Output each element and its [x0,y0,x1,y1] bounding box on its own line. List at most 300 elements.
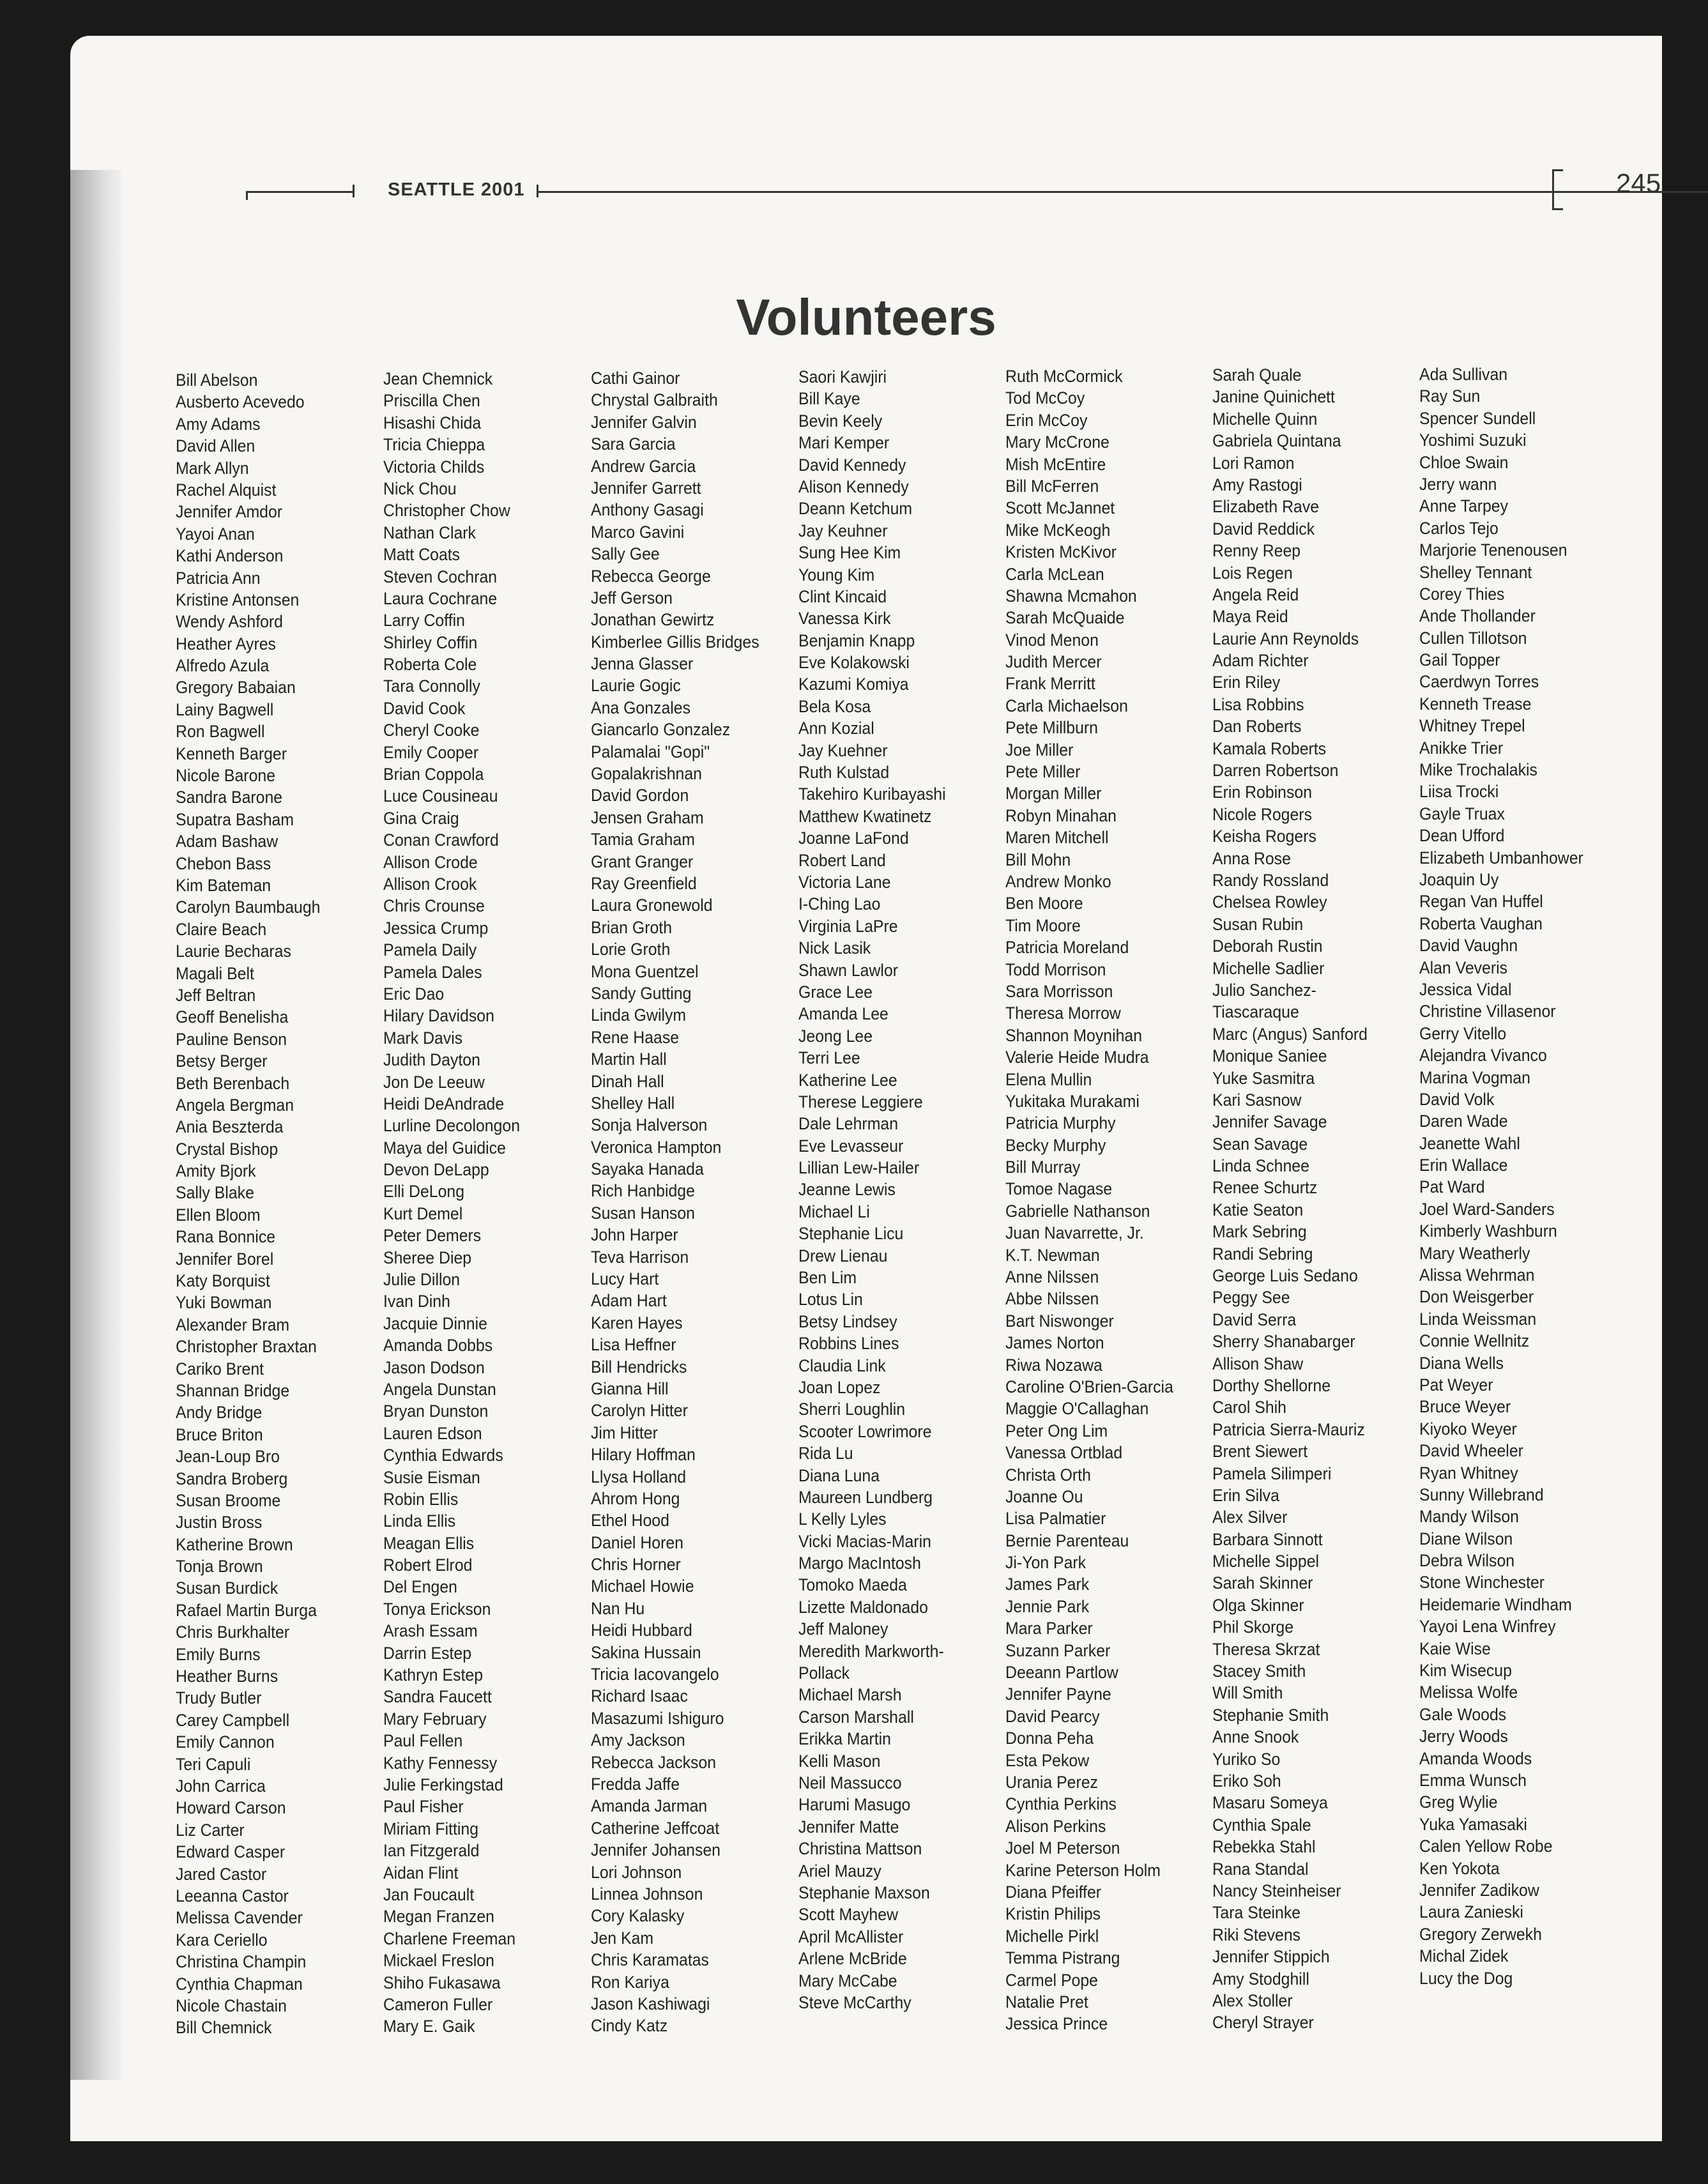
volunteer-name: Vinod Menon [1005,630,1099,650]
volunteer-name: Bill Kaye [798,389,860,409]
volunteer-name: Cariko Brent [176,1359,264,1378]
volunteer-name: Amy Jackson [591,1730,685,1750]
volunteer-name: Leeanna Castor [176,1886,289,1905]
volunteer-name: Cynthia Edwards [383,1446,503,1465]
volunteer-name: Jennifer Zadikow [1419,1880,1539,1900]
volunteer-name: Magali Belt [176,963,254,983]
volunteer-name: Ariel Mauzy [798,1861,881,1881]
volunteer-name: Regan Van Huffel [1419,892,1543,912]
volunteer-name: Deeann Partlow [1005,1663,1118,1683]
volunteer-name: Bruce Weyer [1419,1397,1511,1417]
volunteer-name: Alison Kennedy [798,477,909,496]
volunteer-name: Pamela Dales [383,962,482,982]
name-column-6 [1212,364,1400,2034]
volunteer-name: Cynthia Spale [1212,1815,1311,1835]
volunteer-name: Eve Levasseur [798,1136,904,1156]
volunteer-name: Christina Mattson [798,1839,922,1859]
volunteer-name: Eve Kolakowski [798,653,910,673]
volunteer-name: Keisha Rogers [1212,827,1316,846]
volunteer-name: Jon De Leeuw [383,1072,485,1092]
volunteer-name: Yoshimi Suzuki [1419,431,1527,450]
volunteer-name: Marco Gavini [591,522,685,542]
volunteer-name: Wendy Ashford [176,612,284,632]
volunteer-name: Supatra Basham [176,809,294,829]
volunteer-name: Michal Zidek [1419,1946,1509,1966]
volunteer-name: Kari Sasnow [1212,1090,1302,1110]
volunteer-name: Rebecca George [591,566,711,586]
volunteer-name: Jason Kashiwagi [591,1994,710,2013]
volunteer-name: Yuki Bowman [176,1293,272,1313]
volunteer-name: Carolyn Hitter [591,1401,688,1421]
volunteer-name: Randy Rossland [1212,870,1329,890]
volunteer-name: Rana Standal [1212,1859,1309,1879]
volunteer-name: Diane Wilson [1419,1529,1513,1548]
volunteer-name: Bill Hendricks [591,1357,687,1377]
volunteer-name: Jennifer Stippich [1212,1947,1330,1967]
volunteer-name: Amy Stodghill [1212,1969,1309,1989]
volunteer-name: Luce Cousineau [383,786,498,806]
volunteer-name: Laurie Ann Reynolds [1212,629,1359,648]
volunteer-name: L Kelly Lyles [798,1509,887,1529]
volunteer-name: Bill Abelson [176,370,258,390]
volunteer-name: Laura Zanieski [1419,1902,1523,1922]
volunteer-name: Victoria Lane [798,872,891,892]
volunteer-name: Tonja Brown [176,1557,263,1577]
volunteer-name: Charlene Freeman [383,1928,516,1948]
volunteer-name: Veronica Hampton [591,1137,722,1157]
volunteer-name: Diana Pfeiffer [1005,1882,1102,1902]
volunteer-name: Sarah McQuaide [1005,608,1125,628]
volunteer-name: Cameron Fuller [383,1994,493,2014]
volunteer-name: Jeff Maloney [798,1619,888,1639]
volunteer-name: Linda Gwilym [591,1005,687,1025]
volunteer-name: Debra Wilson [1419,1551,1515,1571]
volunteer-name: Cory Kalasky [591,1906,685,1926]
volunteer-name: Whitney Trepel [1419,716,1525,736]
volunteer-name: Elli DeLong [383,1182,465,1202]
volunteer-name: Martin Hall [591,1050,667,1069]
volunteer-name: Ruth McCormick [1005,367,1123,386]
volunteer-name: Vicki Macias-Marin [798,1531,931,1551]
volunteer-name: Claire Beach [176,919,267,939]
volunteer-name: Masaru Someya [1212,1793,1328,1813]
volunteer-name: Jean-Loup Bro [176,1447,280,1467]
volunteer-name: Jen Kam [591,1928,654,1948]
running-title: SEATTLE 2001 [388,179,525,200]
volunteer-name: Don Weisgerber [1419,1287,1534,1307]
volunteer-name: Richard Isaac [591,1686,688,1706]
volunteer-name: Mickael Freslon [383,1951,494,1971]
volunteer-name: Meredith Markworth- [798,1641,944,1661]
volunteer-name: Monique Saniee [1212,1046,1327,1066]
volunteer-name: Jerry Woods [1419,1727,1508,1746]
volunteer-name: Stone Winchester [1419,1573,1545,1592]
volunteer-name: Amanda Jarman [591,1796,708,1816]
volunteer-name: Caroline O'Brien-Garcia [1005,1377,1173,1396]
volunteer-name: Mike Trochalakis [1419,760,1537,780]
volunteer-name: Alejandra Vivanco [1419,1046,1547,1065]
volunteer-name: Ivan Dinh [383,1292,450,1311]
volunteer-name: Bill Mohn [1005,850,1071,869]
volunteer-name: John Carrica [176,1776,266,1796]
volunteer-name: Harumi Masugo [798,1795,911,1815]
volunteer-name: Darrin Estep [383,1643,472,1663]
volunteer-name: Janine Quinichett [1212,387,1335,407]
volunteer-name: Rafael Martin Burga [176,1600,317,1620]
volunteer-name: Sakina Hussain [591,1642,701,1662]
volunteer-name: Deborah Rustin [1212,936,1323,956]
volunteer-name: Lurline Decolongon [383,1116,521,1136]
volunteer-name: Carol Shih [1212,1398,1286,1417]
volunteer-name: Erin Riley [1212,673,1281,692]
volunteer-name: Erin Silva [1212,1485,1279,1505]
volunteer-name: Anne Snook [1212,1727,1299,1747]
volunteer-name: Nicole Rogers [1212,804,1313,824]
volunteer-name: Angela Bergman [176,1095,294,1115]
volunteer-name: Lisa Palmatier [1005,1509,1106,1529]
volunteer-name: Ryan Whitney [1419,1463,1518,1483]
volunteer-name: Joel Ward-Sanders [1419,1199,1555,1219]
volunteer-name: Jared Castor [176,1864,267,1884]
page-number: 245 [1616,168,1661,198]
volunteer-name: Jan Foucault [383,1884,475,1904]
volunteer-name: Jeff Gerson [591,588,673,607]
volunteer-name: Julie Dillon [383,1270,461,1290]
volunteer-name: Elena Mullin [1005,1069,1092,1089]
volunteer-name: Young Kim [798,565,875,584]
volunteer-name: Barbara Sinnott [1212,1529,1323,1549]
volunteer-name: Victoria Childs [383,457,485,477]
volunteer-name: Mona Guentzel [591,961,699,981]
volunteer-name: Emily Cooper [383,742,479,762]
volunteer-name: Marjorie Tenenousen [1419,540,1567,560]
volunteer-name: Amanda Dobbs [383,1336,493,1355]
volunteer-name: Pete Millburn [1005,718,1098,738]
volunteer-name: Ausberto Acevedo [176,392,305,412]
volunteer-name: Lucy Hart [591,1269,659,1289]
volunteer-name: Laura Cochrane [383,588,498,608]
volunteer-name: Mary Weatherly [1419,1243,1530,1263]
volunteer-name: Dan Roberts [1212,717,1302,737]
volunteer-name: Nicole Chastain [176,1996,287,2015]
volunteer-name: Linda Schnee [1212,1156,1309,1176]
volunteer-name: Lori Johnson [591,1862,682,1882]
volunteer-name: Erin McCoy [1005,410,1088,430]
volunteer-name: Chris Horner [591,1555,681,1575]
volunteer-name: David Gordon [591,786,689,806]
volunteer-name: Paul Fellen [383,1731,463,1751]
volunteer-name: Gregory Zerwekh [1419,1924,1542,1944]
volunteer-name: Dorthy Shellorne [1212,1375,1331,1395]
volunteer-name: Jonathan Gewirtz [591,610,715,630]
volunteer-name: Allison Crook [383,874,477,894]
name-column-1 [176,369,363,2039]
volunteer-name: Peter Demers [383,1226,482,1246]
volunteer-name: Larry Coffin [383,611,465,630]
volunteer-name: Sonja Halverson [591,1115,708,1135]
volunteer-name: Joanne Ou [1005,1486,1083,1506]
volunteer-name: Kazumi Komiya [798,675,909,694]
volunteer-name: Matthew Kwatinetz [798,806,932,826]
volunteer-name: Joe Miller [1005,740,1074,760]
volunteer-name: Del Engen [383,1577,458,1597]
volunteer-name: Jennifer Garrett [591,478,701,498]
volunteer-name: Mike McKeogh [1005,520,1111,540]
volunteer-name: Cheryl Cooke [383,721,480,740]
volunteer-name: Liz Carter [176,1820,245,1840]
volunteer-name: Patricia Sierra-Mauriz [1212,1419,1365,1439]
volunteer-name: Chloe Swain [1419,452,1509,472]
volunteer-name: Jay Keuhner [798,521,888,540]
running-header [246,168,1683,211]
volunteer-name: Meagan Ellis [383,1533,475,1553]
volunteer-name: Bryan Dunston [383,1401,489,1421]
volunteer-name: Brian Coppola [383,765,484,784]
volunteer-name: Geoff Benelisha [176,1007,289,1027]
volunteer-name: Ji-Yon Park [1005,1553,1087,1573]
volunteer-name: Shannon Moynihan [1005,1025,1143,1045]
volunteer-name: Anna Rose [1212,848,1291,868]
volunteer-name: Kim Wisecup [1419,1661,1512,1681]
volunteer-name: April McAllister [798,1927,904,1946]
volunteer-name: Ana Gonzales [591,698,691,717]
volunteer-name: Chrystal Galbraith [591,390,718,410]
volunteer-name: Amity Bjork [176,1161,256,1181]
volunteer-name: Ron Kariya [591,1972,669,1992]
volunteer-name: Sayaka Hanada [591,1159,704,1179]
volunteer-name: Jennifer Johansen [591,1840,721,1860]
volunteer-name: Julio Sanchez- [1212,980,1316,1000]
volunteer-name: Gerry Vitello [1419,1023,1507,1043]
volunteer-name: Eriko Soh [1212,1771,1281,1791]
volunteer-name: Jeff Beltran [176,985,256,1005]
volunteer-name: Adam Hart [591,1291,667,1311]
volunteer-name: Kristen McKivor [1005,542,1117,562]
volunteer-name: Michelle Sadlier [1212,958,1325,978]
volunteer-name: Lizette Maldonado [798,1597,929,1617]
page-title: Volunteers [736,289,996,346]
volunteer-name: David Wheeler [1419,1441,1523,1461]
volunteer-name: Melissa Cavender [176,1908,303,1928]
volunteer-name: Bernie Parenteau [1005,1531,1129,1550]
volunteer-name: Andrew Garcia [591,456,696,476]
volunteer-name: Sara Morrisson [1005,981,1113,1001]
volunteer-name: Pollack [798,1663,850,1683]
volunteer-name: Bill Chemnick [176,2018,272,2038]
volunteer-name: Anthony Gasagi [591,500,704,520]
volunteer-name: Gayle Truax [1419,804,1505,823]
volunteer-name: Stacey Smith [1212,1661,1306,1681]
volunteer-name: Devon DeLapp [383,1160,489,1180]
volunteer-name: Mari Kemper [798,433,890,453]
volunteer-name: Nan Hu [591,1598,645,1618]
volunteer-name: Arash Essam [383,1621,478,1641]
volunteer-name: Alison Perkins [1005,1816,1106,1836]
name-column-5 [1005,365,1193,2035]
volunteer-name: James Norton [1005,1333,1104,1353]
volunteer-name: David Volk [1419,1089,1495,1109]
volunteer-name: Steve McCarthy [798,1992,911,2012]
volunteer-name: Sean Savage [1212,1134,1308,1154]
volunteer-name: Betsy Lindsey [798,1311,897,1331]
volunteer-name: Ethel Hood [591,1511,669,1531]
volunteer-name: Lotus Lin [798,1290,863,1310]
volunteer-name: Sarah Skinner [1212,1573,1313,1593]
volunteer-name: Amanda Lee [798,1004,888,1024]
volunteer-name: Gail Topper [1419,650,1500,670]
volunteer-name: Mark Davis [383,1028,463,1048]
name-column-2 [383,368,571,2038]
volunteer-name: Kelli Mason [798,1751,881,1771]
volunteer-name: Jennifer Matte [798,1817,899,1837]
volunteer-name: Riki Stevens [1212,1925,1301,1944]
volunteer-name: Heather Burns [176,1667,278,1686]
volunteer-name: Temma Pistrang [1005,1948,1120,1968]
book-page [70,36,1662,2141]
volunteer-name: Kenneth Barger [176,744,287,763]
volunteer-name: Theresa Skrzat [1212,1639,1320,1659]
volunteer-name: Dale Lehrman [798,1114,899,1134]
volunteer-name: Gabrielle Nathanson [1005,1201,1150,1221]
volunteer-name: Megan Franzen [383,1907,494,1927]
volunteer-name: Will Smith [1212,1683,1283,1703]
volunteer-name: Melissa Wolfe [1419,1683,1518,1702]
volunteer-name: Terri Lee [798,1048,860,1068]
volunteer-name: Claudia Link [798,1355,886,1375]
volunteer-name: Sheree Diep [383,1248,472,1267]
volunteer-name: Paul Fisher [383,1797,464,1817]
volunteer-name: Heidi DeAndrade [383,1094,505,1113]
volunteer-name: Sherri Loughlin [798,1400,906,1419]
volunteer-name: Conan Crawford [383,830,499,850]
volunteer-name: Cathi Gainor [591,369,680,388]
volunteer-name: Trudy Butler [176,1688,262,1708]
volunteer-name: Tiascaraque [1212,1002,1299,1022]
volunteer-name: Jason Dodson [383,1357,485,1377]
volunteer-name: Tomoe Nagase [1005,1179,1113,1199]
volunteer-name: Joel M Peterson [1005,1838,1120,1858]
volunteer-name: Alex Stoller [1212,1990,1293,2010]
volunteer-name: Robert Land [798,850,886,870]
volunteer-name: Heather Ayres [176,634,276,653]
volunteer-name: Llysa Holland [591,1467,687,1486]
volunteer-name: Nicole Barone [176,766,276,786]
volunteer-name: Rana Bonnice [176,1227,276,1247]
volunteer-name: Cheryl Strayer [1212,2013,1314,2033]
name-column-7 [1419,363,1607,1989]
volunteer-name: Miriam Fitting [383,1819,479,1838]
volunteer-name: Emily Burns [176,1644,261,1664]
volunteer-name: Christopher Chow [383,501,510,521]
volunteer-name: Lisa Robbins [1212,694,1304,714]
volunteer-name: Urania Perez [1005,1773,1098,1792]
volunteer-name: Gale Woods [1419,1704,1507,1724]
volunteer-name: Gopalakrishnan [591,764,702,784]
volunteer-name: Peter Ong Lim [1005,1421,1108,1440]
volunteer-name: Suzann Parker [1005,1640,1111,1660]
header-rule-left [246,191,355,193]
volunteer-name: Carla McLean [1005,564,1104,584]
volunteer-name: Karine Peterson Holm [1005,1860,1161,1880]
volunteer-name: Susie Eisman [383,1467,480,1487]
volunteer-name: Donna Peha [1005,1729,1094,1748]
volunteer-name: Joaquin Uy [1419,869,1499,889]
volunteer-name: Maggie O'Callaghan [1005,1399,1149,1419]
volunteer-name: Joanne LaFond [798,829,909,848]
volunteer-name: Stephanie Maxson [798,1882,930,1902]
volunteer-name: Stephanie Licu [798,1224,904,1244]
volunteer-name: Jennifer Galvin [591,412,697,432]
volunteer-name: Anikke Trier [1419,738,1504,758]
volunteer-name: Erikka Martin [798,1729,891,1749]
volunteer-name: Diana Luna [798,1465,880,1485]
volunteer-name: Katie Seaton [1212,1200,1304,1219]
volunteer-name: Michael Howie [591,1577,694,1596]
volunteer-name: Jennifer Savage [1212,1112,1327,1132]
volunteer-name: Mark Allyn [176,458,249,478]
volunteer-name: I-Ching Lao [798,894,881,914]
volunteer-name: Deann Ketchum [798,499,913,519]
volunteer-name: Benjamin Knapp [798,630,915,650]
volunteer-name: Jerry wann [1419,474,1497,494]
volunteer-name: John Harper [591,1225,678,1245]
volunteer-name: Crystal Bishop [176,1139,278,1159]
volunteer-name: Robyn Minahan [1005,806,1117,825]
volunteer-name: Darren Robertson [1212,761,1339,781]
volunteer-name: David Pearcy [1005,1706,1100,1726]
volunteer-name: Pete Miller [1005,762,1081,782]
volunteer-name: Ann Kozial [798,719,874,738]
volunteer-name: Justin Bross [176,1513,263,1532]
volunteer-name: Christa Orth [1005,1465,1091,1485]
volunteer-name: Kaie Wise [1419,1638,1491,1658]
volunteer-name: Linnea Johnson [591,1884,703,1904]
volunteer-name: Patricia Ann [176,568,261,588]
volunteer-name: Robin Ellis [383,1489,459,1509]
volunteer-name: Kimberlee Gillis Bridges [591,632,759,652]
volunteer-name: Esta Pekow [1005,1750,1090,1770]
volunteer-name: Mary McCrone [1005,432,1109,452]
volunteer-name: Teva Harrison [591,1247,689,1267]
volunteer-name: David Reddick [1212,519,1315,538]
volunteer-name: Cindy Katz [591,2016,668,2036]
volunteer-name: Lisa Heffner [591,1335,676,1355]
name-column-4 [798,366,986,2013]
volunteer-name: Ray Greenfield [591,873,697,893]
volunteer-name: Giancarlo Gonzalez [591,720,731,740]
volunteer-name: Jeanette Wahl [1419,1133,1520,1153]
volunteer-name: Ada Sullivan [1419,365,1508,384]
volunteer-name: Ahrom Hong [591,1488,680,1508]
volunteer-name: Mandy Wilson [1419,1507,1519,1527]
volunteer-name: Pat Ward [1419,1177,1485,1197]
volunteer-name: Arlene McBride [798,1949,907,1969]
volunteer-name: Kathi Anderson [176,546,284,566]
volunteer-name: Heidi Hubbard [591,1621,692,1640]
volunteer-name: Christopher Braxtan [176,1337,317,1357]
volunteer-name: Carlos Tejo [1419,518,1498,538]
volunteer-name: George Luis Sedano [1212,1266,1358,1286]
volunteer-name: Takehiro Kuribayashi [798,784,946,804]
volunteer-name: Brian Groth [591,917,673,937]
volunteer-name: Gianna Hill [591,1378,669,1398]
volunteer-name: Pamela Silimperi [1212,1463,1332,1483]
volunteer-name: Yayoi Anan [176,524,255,544]
volunteer-name: Ray Sun [1419,386,1481,406]
volunteer-name: Susan Burdick [176,1578,278,1598]
volunteer-name: Margo MacIntosh [798,1554,921,1573]
volunteer-name: Nancy Steinheiser [1212,1881,1341,1900]
